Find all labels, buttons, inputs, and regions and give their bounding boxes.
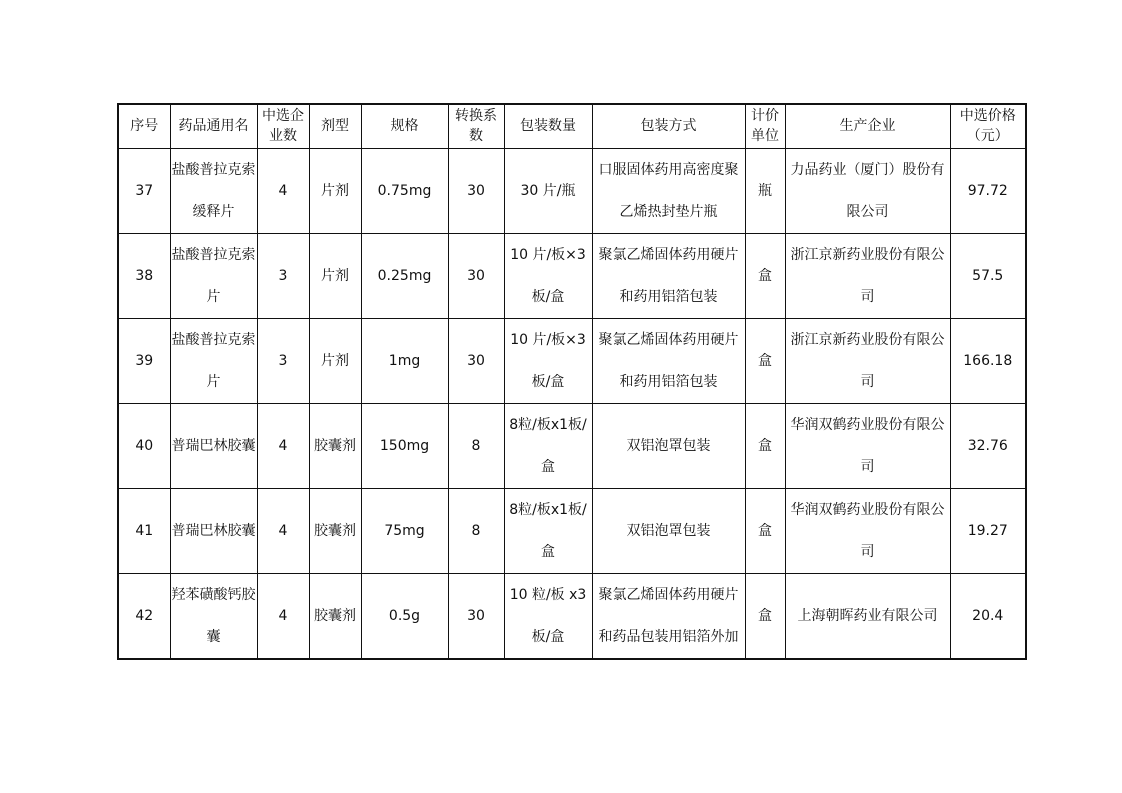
cell-manufacturer: 上海朝晖药业有限公司 [785,573,950,659]
cell-price: 32.76 [950,403,1026,488]
cell-package-quantity: 30 片/瓶 [504,148,592,233]
drug-selection-table [117,103,1027,660]
cell-specification: 75mg [361,488,448,573]
cell-pricing-unit: 瓶 [745,148,785,233]
table-row [118,573,1026,659]
cell-drug-name: 羟苯磺酸钙胶囊 [170,573,257,659]
header-selected-company-count: 中选企业数 [257,104,309,148]
header-drug-name: 药品通用名 [170,104,257,148]
cell-packaging-method: 双铝泡罩包装 [592,403,745,488]
cell-dosage-form: 片剂 [309,233,361,318]
cell-dosage-form: 胶囊剂 [309,403,361,488]
cell-package-quantity: 8粒/板x1板/盒 [504,403,592,488]
cell-pricing-unit: 盒 [745,403,785,488]
cell-index: 40 [118,403,170,488]
cell-specification: 150mg [361,403,448,488]
cell-packaging-method: 聚氯乙烯固体药用硬片和药品包装用铝箔外加 [592,573,745,659]
cell-dosage-form: 片剂 [309,148,361,233]
cell-manufacturer: 力品药业（厦门）股份有限公司 [785,148,950,233]
cell-manufacturer: 浙江京新药业股份有限公司 [785,233,950,318]
header-index: 序号 [118,104,170,148]
header-package-quantity: 包装数量 [504,104,592,148]
table-row [118,233,1026,318]
cell-drug-name: 普瑞巴林胶囊 [170,403,257,488]
cell-specification: 0.5g [361,573,448,659]
cell-conversion-factor: 30 [448,148,504,233]
header-packaging-method: 包装方式 [592,104,745,148]
cell-specification: 0.75mg [361,148,448,233]
cell-conversion-factor: 30 [448,233,504,318]
header-conversion-factor: 转换系数 [448,104,504,148]
cell-price: 97.72 [950,148,1026,233]
cell-pricing-unit: 盒 [745,233,785,318]
cell-manufacturer: 华润双鹤药业股份有限公司 [785,488,950,573]
cell-conversion-factor: 30 [448,318,504,403]
cell-pricing-unit: 盒 [745,318,785,403]
cell-manufacturer: 华润双鹤药业股份有限公司 [785,403,950,488]
cell-company-count: 4 [257,488,309,573]
cell-package-quantity: 10 片/板×3板/盒 [504,318,592,403]
header-specification: 规格 [361,104,448,148]
cell-manufacturer: 浙江京新药业股份有限公司 [785,318,950,403]
cell-company-count: 4 [257,148,309,233]
cell-specification: 1mg [361,318,448,403]
cell-dosage-form: 片剂 [309,318,361,403]
cell-pricing-unit: 盒 [745,488,785,573]
cell-dosage-form: 胶囊剂 [309,488,361,573]
header-manufacturer: 生产企业 [785,104,950,148]
cell-package-quantity: 8粒/板x1板/盒 [504,488,592,573]
cell-pricing-unit: 盒 [745,573,785,659]
header-dosage-form: 剂型 [309,104,361,148]
cell-drug-name: 普瑞巴林胶囊 [170,488,257,573]
cell-price: 166.18 [950,318,1026,403]
cell-index: 42 [118,573,170,659]
cell-conversion-factor: 8 [448,403,504,488]
cell-drug-name: 盐酸普拉克索缓释片 [170,148,257,233]
cell-company-count: 4 [257,403,309,488]
cell-packaging-method: 双铝泡罩包装 [592,488,745,573]
header-selected-price: 中选价格（元） [950,104,1026,148]
cell-specification: 0.25mg [361,233,448,318]
header-pricing-unit: 计价单位 [745,104,785,148]
cell-company-count: 3 [257,233,309,318]
cell-dosage-form: 胶囊剂 [309,573,361,659]
cell-packaging-method: 聚氯乙烯固体药用硬片和药用铝箔包装 [592,233,745,318]
table-row [118,403,1026,488]
table-row [118,488,1026,573]
cell-index: 37 [118,148,170,233]
cell-index: 38 [118,233,170,318]
table-row [118,318,1026,403]
cell-price: 57.5 [950,233,1026,318]
cell-package-quantity: 10 片/板×3板/盒 [504,233,592,318]
cell-packaging-method: 聚氯乙烯固体药用硬片和药用铝箔包装 [592,318,745,403]
cell-package-quantity: 10 粒/板 x3板/盒 [504,573,592,659]
table-row [118,148,1026,233]
cell-price: 20.4 [950,573,1026,659]
cell-drug-name: 盐酸普拉克索片 [170,233,257,318]
cell-price: 19.27 [950,488,1026,573]
cell-index: 39 [118,318,170,403]
cell-company-count: 4 [257,573,309,659]
cell-drug-name: 盐酸普拉克索片 [170,318,257,403]
table-header-row [118,104,1026,148]
cell-company-count: 3 [257,318,309,403]
cell-conversion-factor: 8 [448,488,504,573]
cell-packaging-method: 口服固体药用高密度聚乙烯热封垫片瓶 [592,148,745,233]
cell-index: 41 [118,488,170,573]
cell-conversion-factor: 30 [448,573,504,659]
